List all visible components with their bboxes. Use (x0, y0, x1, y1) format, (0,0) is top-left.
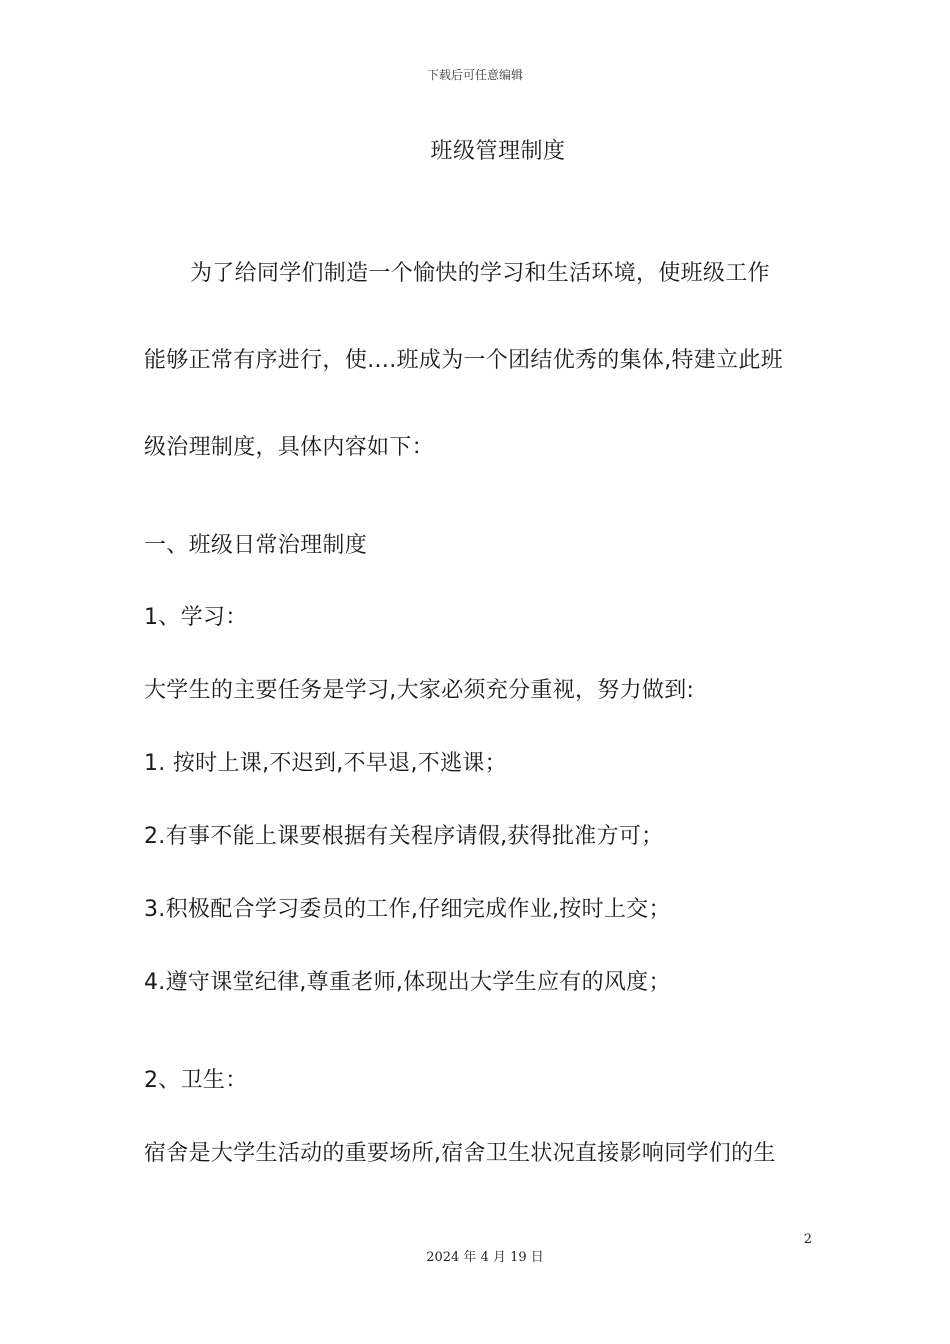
paragraph-line-3: 级治理制度，具体内容如下： (144, 435, 434, 460)
paragraph-line-1: 为了给同学们制造一个愉快的学习和生活环境，使班级工作 (190, 261, 770, 286)
document-title: 班级管理制度 (430, 139, 566, 164)
study-item-4: 4.遵守课堂纪律,尊重老师,体现出大学生应有的风度； (144, 970, 671, 995)
section-heading-1: 一、班级日常治理制度 (144, 533, 368, 558)
header-note: 下载后可任意编辑 (426, 68, 523, 82)
page-number: 2 (803, 1232, 812, 1247)
footer-date: 2024 年 4 月 19 日 (426, 1250, 544, 1265)
study-item-2: 2.有事不能上课要根据有关程序请假,获得批准方可； (144, 824, 664, 849)
study-item-3: 3.积极配合学习委员的工作,仔细完成作业,按时上交； (144, 897, 671, 922)
subsection-heading-hygiene: 2、卫生： (144, 1068, 248, 1093)
study-intro: 大学生的主要任务是学习,大家必须充分重视，努力做到: (144, 678, 695, 703)
hygiene-intro: 宿舍是大学生活动的重要场所,宿舍卫生状况直接影响同学们的生 (144, 1141, 776, 1166)
subsection-heading-study: 1、学习： (144, 605, 248, 630)
study-item-1: 1. 按时上课,不迟到,不早退,不逃课； (144, 751, 507, 776)
paragraph-line-2: 能够正常有序进行，使….班成为一个团结优秀的集体,特建立此班 (144, 348, 783, 373)
